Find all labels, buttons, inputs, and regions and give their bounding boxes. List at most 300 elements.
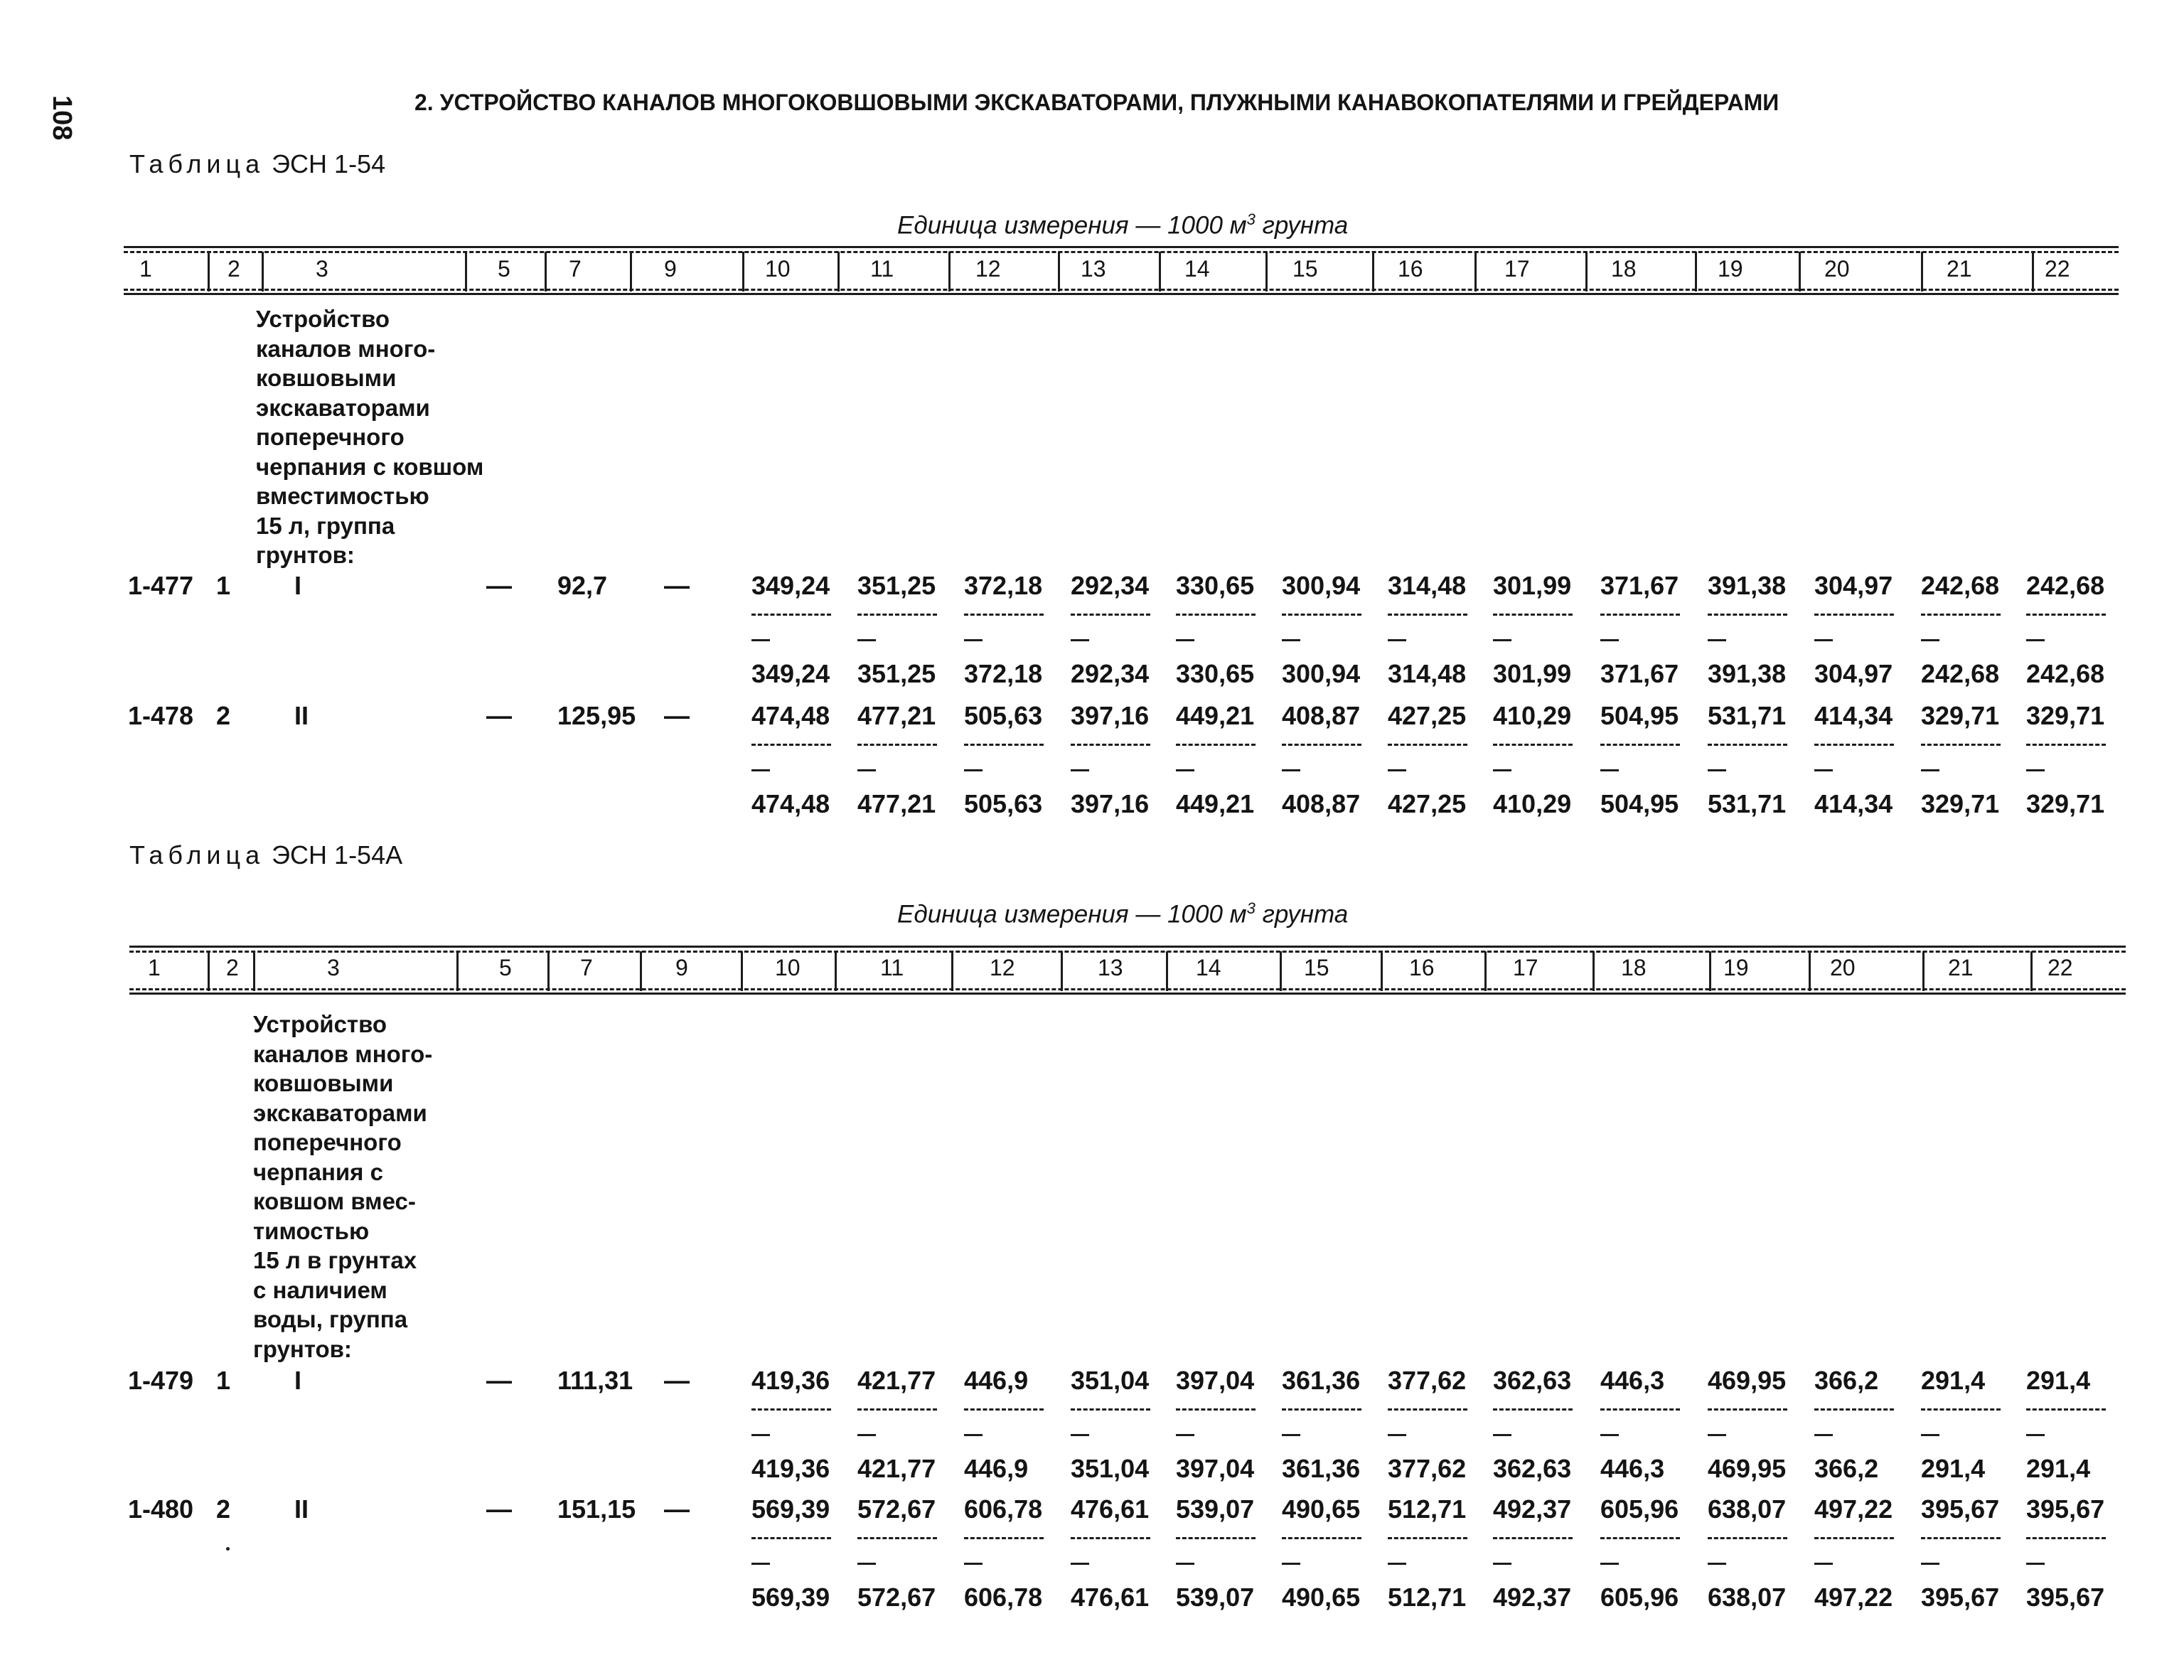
fraction-dash [964,639,983,641]
fraction-dash [751,1434,770,1436]
fraction-dash [1921,769,1939,771]
work-description [253,1010,523,1364]
rate-denominator: 366,2 [1814,1454,1879,1483]
header-column-separator [1166,951,1168,991]
fraction-dash [1388,1563,1406,1565]
fraction-bar [1282,1408,1361,1411]
column-header: 9 [664,256,677,282]
rate-denominator: 638,07 [1708,1583,1787,1612]
fraction-bar [1814,744,1894,746]
header-top-rule-dashed [124,251,2119,253]
fraction-bar [1388,1537,1467,1539]
rate-value: 329,71 [1921,701,2000,730]
rate-value: 539,07 [1176,1494,1255,1524]
header-column-separator [1159,252,1161,291]
column-header: 12 [975,256,1001,282]
fraction-bar [1708,1408,1787,1411]
header-top-rule [129,946,2126,948]
header-column-separator [948,252,951,291]
fraction-dash [1388,639,1406,641]
description-line: каналов много- [253,1040,433,1067]
table-title [129,149,385,179]
rate-denominator: 372,18 [964,659,1043,688]
description-line: ковшовыми [256,365,397,391]
column-header: 1 [139,256,152,282]
header-column-separator [465,252,467,291]
unit-suffix: грунта [1255,211,1349,240]
row-c5: — [486,571,512,600]
rate-value: 446,3 [1600,1366,1665,1395]
header-bottom-rule [124,293,2119,295]
description-line: каналов много- [256,335,436,362]
rate-denominator: 569,39 [751,1583,830,1612]
description-line: Устройство [253,1011,387,1037]
row-group: I [294,571,302,600]
fraction-bar [1814,1537,1894,1539]
unit-of-measure [897,210,1348,240]
rate-value: 242,68 [2026,571,2105,600]
rate-denominator: 572,67 [857,1583,936,1612]
fraction-bar [2026,744,2106,746]
column-header: 19 [1723,955,1749,980]
fraction-bar [1708,614,1787,616]
column-header: 18 [1611,256,1637,282]
rate-denominator: 292,34 [1071,659,1150,688]
header-column-separator [630,252,632,291]
unit-superscript: 3 [1246,210,1256,228]
header-top-rule-dashed [129,951,2126,953]
rate-value: 397,04 [1176,1366,1255,1395]
rate-value: 490,65 [1282,1494,1361,1524]
rate-value: 469,95 [1708,1366,1787,1395]
rate-value: 572,67 [857,1494,936,1524]
header-column-separator [835,951,837,991]
fraction-dash [1071,1434,1089,1436]
rate-denominator: 242,68 [1921,659,2000,688]
rate-value: 371,67 [1600,571,1679,600]
fraction-dash [2026,769,2045,771]
rate-value: 449,21 [1176,701,1255,730]
fraction-bar [1388,614,1467,616]
rate-denominator: 490,65 [1282,1583,1361,1612]
rate-denominator: 242,68 [2026,659,2105,688]
fraction-bar [1388,1408,1467,1411]
fraction-bar [1493,1408,1573,1411]
column-header: 5 [499,955,512,980]
column-header: 13 [1081,256,1106,282]
description-line: экскаваторами [253,1099,427,1126]
rate-denominator: 371,67 [1600,659,1679,688]
fraction-bar [1600,744,1680,746]
column-header: 22 [2048,955,2073,980]
rate-value: 329,71 [2026,701,2105,730]
fraction-dash [751,639,770,641]
description-line: тимостью [253,1217,370,1244]
rate-denominator: 314,48 [1388,659,1467,688]
row-code: 1-480 [128,1494,194,1524]
fraction-bar [751,614,831,616]
rate-value: 395,67 [2026,1494,2105,1524]
rate-value: 505,63 [964,701,1043,730]
rate-denominator: 351,04 [1071,1454,1150,1483]
fraction-bar [1600,1408,1680,1411]
fraction-dash [1282,769,1300,771]
fraction-dash [964,1434,983,1436]
column-header: 3 [316,256,328,282]
row-c7: 111,31 [557,1366,633,1395]
rate-denominator: 539,07 [1176,1583,1255,1612]
column-header: 14 [1184,256,1210,282]
fraction-dash [1493,769,1511,771]
fraction-bar [1600,614,1680,616]
rate-denominator: 408,87 [1282,789,1361,818]
column-header: 1 [148,955,161,980]
column-header: 18 [1621,955,1647,980]
header-column-separator [1695,252,1697,291]
fraction-bar [964,744,1044,746]
rate-value: 362,63 [1493,1366,1572,1395]
rate-value: 477,21 [857,701,936,730]
rate-denominator: 329,71 [2026,789,2105,818]
fraction-bar [751,744,831,746]
fraction-dash [1388,769,1406,771]
rate-value: 427,25 [1388,701,1467,730]
table-title-code: ЭСН 1-54 [272,149,386,178]
column-header: 10 [775,955,801,980]
fraction-bar [1921,614,2001,616]
fraction-dash [1600,639,1619,641]
rate-value: 419,36 [751,1366,830,1395]
header-column-separator [1709,951,1711,991]
fraction-bar [857,1537,937,1539]
fraction-dash [1071,1563,1089,1565]
rate-value: 372,18 [964,571,1043,600]
rate-value: 300,94 [1282,571,1361,600]
rate-value: 377,62 [1388,1366,1467,1395]
description-line: грунтов: [253,1335,352,1362]
row-c9: — [664,1366,690,1395]
rate-denominator: 421,77 [857,1454,936,1483]
rate-value: 606,78 [964,1494,1043,1524]
rate-value: 314,48 [1388,571,1467,600]
fraction-dash [857,639,876,641]
header-column-separator [2032,252,2034,291]
header-column-separator [208,252,210,291]
fraction-bar [1282,614,1361,616]
column-header: 17 [1513,955,1538,980]
row-c7: 125,95 [557,701,636,730]
header-column-separator [1484,951,1487,991]
table-title [129,840,402,870]
rate-value: 605,96 [1600,1494,1679,1524]
rate-value: 492,37 [1493,1494,1572,1524]
rate-value: 474,48 [751,701,830,730]
fraction-dash [1493,639,1511,641]
rate-denominator: 605,96 [1600,1583,1679,1612]
header-column-separator [253,951,255,991]
row-c5: — [486,1366,512,1395]
column-header: 16 [1409,955,1435,980]
fraction-bar [1493,1537,1573,1539]
fraction-dash [1708,1563,1726,1565]
row-code: 1-479 [128,1366,194,1395]
row-num: 1 [216,1366,231,1395]
fraction-dash [1921,639,1939,641]
rate-denominator: 397,04 [1176,1454,1255,1483]
fraction-dash [1282,639,1300,641]
page-number: 108 [47,95,77,141]
fraction-dash [1493,1563,1511,1565]
fraction-dash [1600,769,1619,771]
column-header: 2 [228,256,240,282]
header-column-separator [1592,951,1595,991]
rate-denominator: 349,24 [751,659,830,688]
row-code: 1-478 [128,701,194,730]
header-column-separator [1372,252,1374,291]
row-c7: 151,15 [557,1494,636,1524]
rate-value: 531,71 [1708,701,1787,730]
unit-of-measure [897,899,1348,929]
rate-value: 361,36 [1282,1366,1361,1395]
column-header: 10 [765,256,791,282]
unit-suffix: грунта [1255,900,1349,929]
fraction-bar [1493,744,1573,746]
header-column-separator [2030,951,2033,991]
column-header: 19 [1718,256,1743,282]
fraction-bar [751,1537,831,1539]
fraction-dash [1176,769,1194,771]
rate-value: 304,97 [1814,571,1893,600]
rate-denominator: 476,61 [1071,1583,1150,1612]
row-c7: 92,7 [557,571,608,600]
rate-value: 391,38 [1708,571,1787,600]
header-column-separator [262,252,264,291]
rate-value: 421,77 [857,1366,936,1395]
rate-denominator: 497,22 [1814,1583,1893,1612]
fraction-dash [1814,769,1833,771]
rate-denominator: 446,9 [964,1454,1029,1483]
rate-value: 414,34 [1814,701,1893,730]
unit-text: Единица измерения — 1000 м [897,900,1247,929]
rate-value: 497,22 [1814,1494,1893,1524]
table-title-prefix: Таблица [129,840,265,870]
rate-value: 366,2 [1814,1366,1879,1395]
description-line: 15 л в грунтах [253,1247,417,1273]
fraction-dash [2026,1563,2045,1565]
fraction-bar [2026,614,2106,616]
fraction-bar [1071,614,1150,616]
rate-value: 351,25 [857,571,936,600]
rate-value: 569,39 [751,1494,830,1524]
fraction-bar [1814,1408,1894,1411]
column-header: 16 [1398,256,1423,282]
rate-denominator: 300,94 [1282,659,1361,688]
rate-denominator: 449,21 [1176,789,1255,818]
table-title-code: ЭСН 1-54А [272,840,403,870]
rate-denominator: 329,71 [1921,789,2000,818]
rate-denominator: 301,99 [1493,659,1572,688]
fraction-bar [1388,744,1467,746]
unit-text: Единица измерения — 1000 м [897,211,1247,240]
description-line: грунтов: [256,542,355,568]
fraction-bar [2026,1537,2106,1539]
fraction-bar [1921,744,2001,746]
fraction-dash [1708,769,1726,771]
column-header: 11 [870,256,894,282]
row-group: II [294,701,309,730]
fraction-bar [964,1537,1044,1539]
rate-denominator: 531,71 [1708,789,1787,818]
header-column-separator [545,252,547,291]
header-column-separator [742,252,744,291]
rate-denominator: 446,3 [1600,1454,1665,1483]
rate-value: 351,04 [1071,1366,1150,1395]
description-line: черпания с ковшом [256,453,484,480]
header-column-separator [1381,951,1383,991]
fraction-dash [2026,1434,2045,1436]
rate-value: 446,9 [964,1366,1029,1395]
header-column-separator [547,951,550,991]
header-column-separator [837,252,840,291]
fraction-dash [751,769,770,771]
rate-denominator: 505,63 [964,789,1043,818]
row-num: 1 [216,571,231,600]
rate-value: 395,67 [1921,1494,2000,1524]
description-line: черпания с [253,1158,383,1185]
description-line: 15 л, группа [256,512,395,539]
fraction-dash [751,1563,770,1565]
fraction-bar [1921,1408,2001,1411]
column-header: 15 [1292,256,1318,282]
fraction-dash [1176,1434,1194,1436]
column-header: 14 [1196,955,1221,980]
header-column-separator [208,951,210,991]
rate-value: 504,95 [1600,701,1679,730]
rate-value: 330,65 [1176,571,1255,600]
fraction-bar [857,614,937,616]
fraction-dash [1071,639,1089,641]
column-header: 3 [327,955,340,980]
column-header: 12 [990,955,1015,980]
rate-value: 410,29 [1493,701,1572,730]
rate-value: 408,87 [1282,701,1361,730]
column-header: 5 [498,256,510,282]
rate-value: 476,61 [1071,1494,1150,1524]
description-line: поперечного [253,1129,402,1155]
description-line: воды, группа [253,1306,408,1332]
header-column-separator [1809,951,1811,991]
column-header: 7 [569,256,582,282]
description-line: ковшом вмес- [253,1188,416,1214]
fraction-dash [1708,1434,1726,1436]
row-c5: — [486,701,512,730]
rate-denominator: 504,95 [1600,789,1679,818]
description-line: ковшовыми [253,1070,394,1096]
rate-denominator: 512,71 [1388,1583,1467,1612]
header-column-separator [456,951,459,991]
column-header: 9 [675,955,688,980]
column-header: 17 [1504,256,1530,282]
rate-denominator: 391,38 [1708,659,1787,688]
header-column-separator [1265,252,1268,291]
fraction-dash [1282,1563,1300,1565]
table-title-prefix: Таблица [129,149,265,178]
column-header: 22 [2045,256,2070,282]
row-group: I [294,1366,302,1395]
stray-dot [226,1547,230,1551]
fraction-dash [1814,639,1833,641]
fraction-bar [1600,1537,1680,1539]
fraction-dash [1814,1434,1833,1436]
fraction-dash [1388,1434,1406,1436]
fraction-dash [1282,1434,1300,1436]
rate-denominator: 330,65 [1176,659,1255,688]
header-column-separator [1921,252,1923,291]
fraction-bar [751,1408,831,1411]
rate-denominator: 291,4 [2026,1454,2091,1483]
row-code: 1-477 [128,571,194,600]
rate-value: 349,24 [751,571,830,600]
description-line: с наличием [253,1276,387,1303]
header-column-separator [1061,951,1063,991]
description-line: поперечного [256,424,405,450]
section-title: 2. УСТРОЙСТВО КАНАЛОВ МНОГОКОВШОВЫМИ ЭКСКАВАТОРАМИ, ПЛУЖНЫМИ КАНАВОКОПАТЕЛЯМИ И ГРЕЙДЕРАМИ [414,90,1779,115]
rate-denominator: 304,97 [1814,659,1893,688]
rate-value: 291,4 [2026,1366,2091,1395]
row-c9: — [664,701,690,730]
fraction-bar [1071,744,1150,746]
fraction-dash [857,1434,876,1436]
row-c9: — [664,571,690,600]
fraction-dash [1600,1434,1619,1436]
rate-denominator: 410,29 [1493,789,1572,818]
fraction-bar [1493,614,1573,616]
header-bottom-rule-dashed [129,988,2126,990]
description-line: Устройство [256,306,390,332]
column-header: 11 [880,955,904,980]
header-column-separator [1474,252,1477,291]
fraction-dash [1921,1563,1939,1565]
fraction-dash [964,769,983,771]
row-group: II [294,1494,309,1524]
rate-denominator: 397,16 [1071,789,1150,818]
column-header: 13 [1098,955,1123,980]
rate-value: 512,71 [1388,1494,1467,1524]
column-header: 20 [1824,256,1850,282]
fraction-dash [1493,1434,1511,1436]
rate-denominator: 395,67 [1921,1583,2000,1612]
fraction-dash [964,1563,983,1565]
rate-denominator: 362,63 [1493,1454,1572,1483]
column-header: 7 [580,955,593,980]
fraction-bar [857,1408,937,1411]
fraction-dash [857,769,876,771]
rate-denominator: 477,21 [857,789,936,818]
fraction-bar [1176,1537,1256,1539]
fraction-dash [1921,1434,1939,1436]
rate-denominator: 377,62 [1388,1454,1467,1483]
header-bottom-rule-dashed [124,289,2119,291]
rate-denominator: 474,48 [751,789,830,818]
rate-value: 301,99 [1493,571,1572,600]
column-header: 20 [1830,955,1856,980]
header-column-separator [1799,252,1801,291]
header-column-separator [1922,951,1925,991]
header-column-separator [640,951,642,991]
fraction-bar [857,744,937,746]
column-header: 21 [1947,256,1972,282]
header-column-separator [951,951,953,991]
